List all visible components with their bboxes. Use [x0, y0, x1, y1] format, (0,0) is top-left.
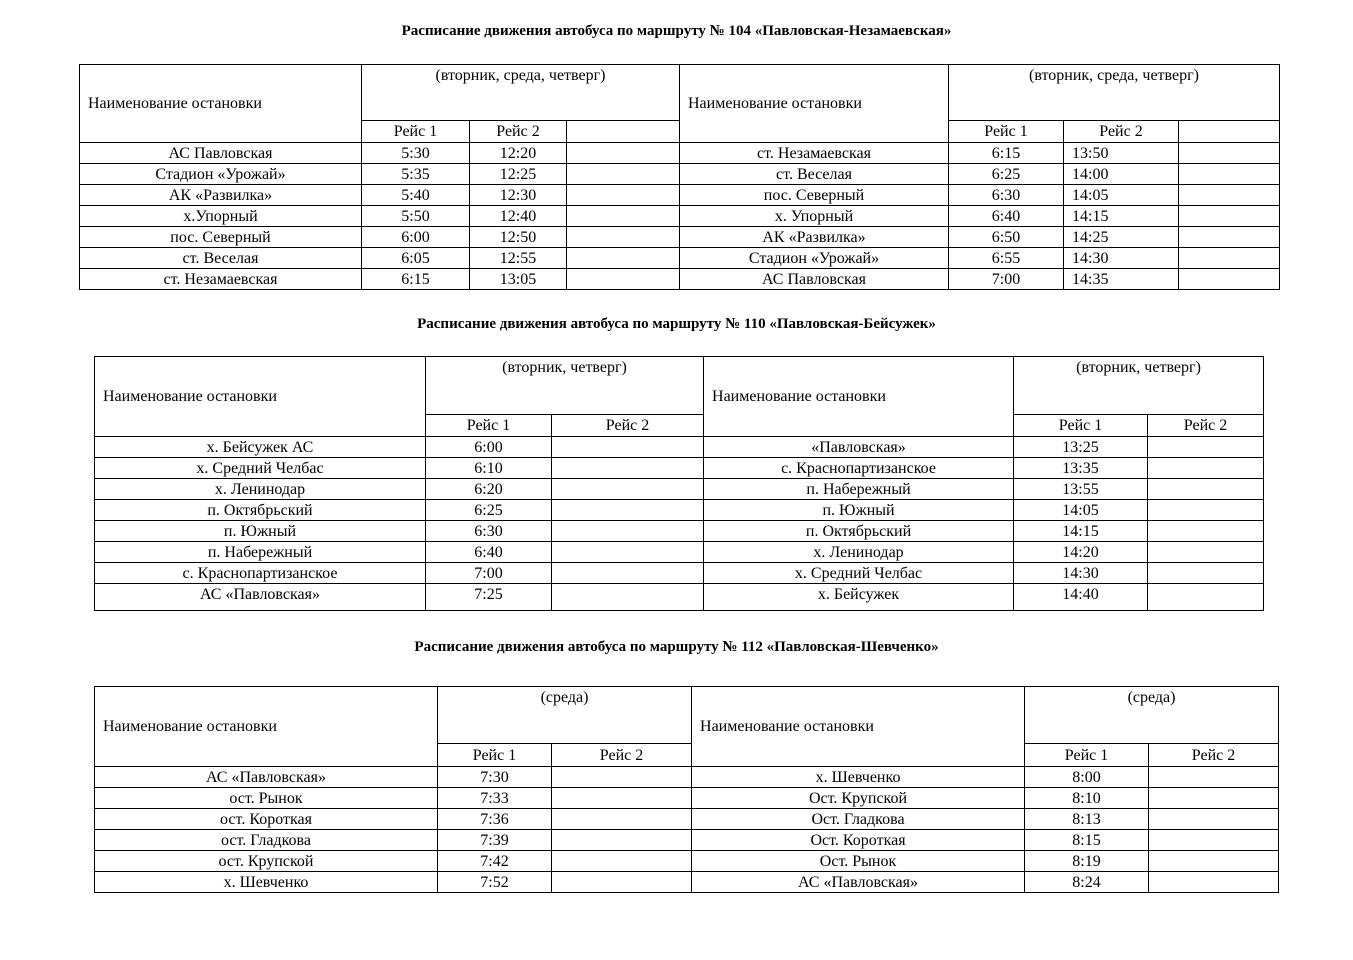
stop-name: х. Шевченко: [692, 767, 1025, 788]
trip-2-time: [1149, 851, 1279, 872]
stop-name: х. Упорный: [680, 206, 949, 227]
table-row: [95, 563, 1264, 584]
empty-cell: [1179, 164, 1280, 185]
trip-1-time: 6:15: [949, 143, 1064, 164]
stop-name: Ост. Короткая: [692, 830, 1025, 851]
trip-2-header: Рейс 2: [552, 744, 692, 767]
trip-1-time: 8:13: [1025, 809, 1149, 830]
trip-1-time: 14:15: [1014, 521, 1148, 542]
stop-name: х. Бейсужек АС: [95, 437, 426, 458]
table-row: [80, 227, 1280, 248]
trip-2-time: 12:20: [470, 143, 567, 164]
trip-1-time: 5:35: [362, 164, 470, 185]
trip-2-time: [552, 851, 692, 872]
days-header: (вторник, четверг): [426, 357, 704, 415]
empty-cell: [1179, 143, 1280, 164]
trip-2-header: Рейс 2: [470, 121, 567, 143]
trip-2-time: [552, 458, 704, 479]
trip-1-time: 6:30: [949, 185, 1064, 206]
trip-1-time: 7:25: [426, 584, 552, 611]
stop-name: х.Упорный: [80, 206, 362, 227]
stop-name: Стадион «Урожай»: [80, 164, 362, 185]
route-112-title: Расписание движения автобуса по маршруту № 112 «Павловская-Шевченко»: [414, 639, 939, 655]
trip-2-time: [552, 872, 692, 893]
trip-1-time: 7:30: [438, 767, 552, 788]
trip-1-time: 8:15: [1025, 830, 1149, 851]
trip-2-time: [1149, 767, 1279, 788]
table-row: [95, 521, 1264, 542]
table-row: [95, 872, 1279, 893]
stop-name: х. Средний Челбас: [95, 458, 426, 479]
stop-name: ст. Незамаевская: [80, 269, 362, 290]
trip-2-time: [1148, 437, 1264, 458]
stop-name: с. Краснопартизанское: [704, 458, 1014, 479]
stop-name-header: Наименование остановки: [692, 687, 1025, 767]
stop-name: пос. Северный: [80, 227, 362, 248]
trip-1-time: 7:00: [949, 269, 1064, 290]
trip-1-time: 6:00: [426, 437, 552, 458]
trip-2-time: 14:00: [1064, 164, 1179, 185]
trip-1-time: 5:30: [362, 143, 470, 164]
trip-1-time: 6:30: [426, 521, 552, 542]
trip-1-header: Рейс 1: [1014, 415, 1148, 437]
stop-name: ост. Короткая: [95, 809, 438, 830]
trip-2-time: 14:35: [1064, 269, 1179, 290]
empty-cell: [567, 227, 680, 248]
trip-1-time: 14:05: [1014, 500, 1148, 521]
trip-2-time: 12:30: [470, 185, 567, 206]
trip-2-time: 12:55: [470, 248, 567, 269]
empty-cell: [1179, 248, 1280, 269]
empty-cell: [1179, 185, 1280, 206]
trip-2-time: [1148, 479, 1264, 500]
stop-name: Ост. Рынок: [692, 851, 1025, 872]
stop-name: ст. Веселая: [680, 164, 949, 185]
stop-name: п. Октябрьский: [95, 500, 426, 521]
trip-1-time: 13:25: [1014, 437, 1148, 458]
trip-2-time: [1148, 521, 1264, 542]
trip-1-header: Рейс 1: [426, 415, 552, 437]
trip-1-time: 13:35: [1014, 458, 1148, 479]
trip-1-time: 6:40: [949, 206, 1064, 227]
days-header: (вторник, четверг): [1014, 357, 1264, 415]
table-row: [80, 164, 1280, 185]
trip-2-time: 12:40: [470, 206, 567, 227]
trip-2-time: [552, 830, 692, 851]
trip-2-time: [552, 563, 704, 584]
days-header: (вторник, среда, четверг): [362, 65, 680, 121]
trip-2-time: [552, 584, 704, 611]
trip-1-time: 8:24: [1025, 872, 1149, 893]
stop-name: х. Шевченко: [95, 872, 438, 893]
trip-2-time: 14:15: [1064, 206, 1179, 227]
trip-1-header: Рейс 1: [438, 744, 552, 767]
trip-1-time: 6:50: [949, 227, 1064, 248]
stop-name: х. Ленинодар: [95, 479, 426, 500]
empty-cell: [567, 164, 680, 185]
trip-2-time: 13:05: [470, 269, 567, 290]
trip-1-time: 6:05: [362, 248, 470, 269]
trip-2-header: Рейс 2: [1064, 121, 1179, 143]
trip-2-time: [552, 542, 704, 563]
stop-name: АК «Развилка»: [80, 185, 362, 206]
trip-1-time: 6:40: [426, 542, 552, 563]
table-row: [95, 458, 1264, 479]
stop-name-header: Наименование остановки: [95, 357, 426, 437]
trip-1-time: 6:15: [362, 269, 470, 290]
stop-name: ост. Крупской: [95, 851, 438, 872]
stop-name: п. Набережный: [704, 479, 1014, 500]
table-row: [95, 830, 1279, 851]
trip-2-time: [1149, 830, 1279, 851]
table-row: [80, 143, 1280, 164]
table-row: [95, 809, 1279, 830]
trip-2-time: 12:25: [470, 164, 567, 185]
empty-cell: [1179, 206, 1280, 227]
trip-2-time: [552, 479, 704, 500]
stop-name: п. Набережный: [95, 542, 426, 563]
stop-name: х. Ленинодар: [704, 542, 1014, 563]
stop-name: АС «Павловская»: [95, 584, 426, 611]
stop-name: Стадион «Урожай»: [680, 248, 949, 269]
empty-cell: [567, 206, 680, 227]
trip-2-time: 14:05: [1064, 185, 1179, 206]
table-row: [95, 437, 1264, 458]
table-row: [80, 248, 1280, 269]
stop-name: х. Средний Челбас: [704, 563, 1014, 584]
trip-1-time: 8:00: [1025, 767, 1149, 788]
trip-1-time: 7:42: [438, 851, 552, 872]
table-row: [95, 767, 1279, 788]
empty-cell: [567, 185, 680, 206]
stop-name: АС «Павловская»: [692, 872, 1025, 893]
days-header: (вторник, среда, четверг): [949, 65, 1280, 121]
table-row: [95, 500, 1264, 521]
empty-cell: [1179, 269, 1280, 290]
stop-name: п. Октябрьский: [704, 521, 1014, 542]
trip-2-header: Рейс 2: [1148, 415, 1264, 437]
trip-1-time: 7:39: [438, 830, 552, 851]
trip-1-time: 6:10: [426, 458, 552, 479]
days-header: (среда): [438, 687, 692, 744]
stop-name: с. Краснопартизанское: [95, 563, 426, 584]
stop-name: ост. Рынок: [95, 788, 438, 809]
table-row: [80, 206, 1280, 227]
empty-header: [1179, 121, 1280, 143]
stop-name: АС Павловская: [80, 143, 362, 164]
trip-2-time: [552, 500, 704, 521]
trip-1-time: 6:00: [362, 227, 470, 248]
empty-cell: [567, 269, 680, 290]
trip-1-time: 6:20: [426, 479, 552, 500]
trip-1-time: 5:40: [362, 185, 470, 206]
table-row: [95, 542, 1264, 563]
trip-2-time: [1149, 872, 1279, 893]
stop-name: АС «Павловская»: [95, 767, 438, 788]
stop-name-header: Наименование остановки: [95, 687, 438, 767]
stop-name: х. Бейсужек: [704, 584, 1014, 611]
trip-1-header: Рейс 1: [362, 121, 470, 143]
trip-1-time: 6:55: [949, 248, 1064, 269]
empty-header: [567, 121, 680, 143]
empty-cell: [567, 248, 680, 269]
empty-cell: [1179, 227, 1280, 248]
trip-2-time: [1148, 500, 1264, 521]
trip-1-time: 6:25: [949, 164, 1064, 185]
stop-name: п. Южный: [95, 521, 426, 542]
trip-1-time: 13:55: [1014, 479, 1148, 500]
trip-2-header: Рейс 2: [552, 415, 704, 437]
trip-2-time: [552, 767, 692, 788]
trip-2-time: 14:30: [1064, 248, 1179, 269]
stop-name: АК «Развилка»: [680, 227, 949, 248]
stop-name: Ост. Гладкова: [692, 809, 1025, 830]
trip-1-time: 14:20: [1014, 542, 1148, 563]
trip-2-time: [1149, 788, 1279, 809]
stop-name: ст. Незамаевская: [680, 143, 949, 164]
stop-name: пос. Северный: [680, 185, 949, 206]
stop-name: АС Павловская: [680, 269, 949, 290]
table-row: [95, 584, 1264, 611]
trip-2-time: [1149, 809, 1279, 830]
trip-1-time: 7:33: [438, 788, 552, 809]
trip-1-time: 7:36: [438, 809, 552, 830]
table-row: [95, 788, 1279, 809]
stop-name: Ост. Крупской: [692, 788, 1025, 809]
empty-cell: [567, 143, 680, 164]
trip-1-time: 7:00: [426, 563, 552, 584]
trip-2-time: [552, 437, 704, 458]
stop-name-header: Наименование остановки: [704, 357, 1014, 437]
trip-1-time: 14:30: [1014, 563, 1148, 584]
route-110-title: Расписание движения автобуса по маршруту № 110 «Павловская-Бейсужек»: [417, 316, 936, 332]
trip-2-time: [552, 809, 692, 830]
trip-1-time: 14:40: [1014, 584, 1148, 611]
trip-2-time: [1148, 563, 1264, 584]
table-row: [80, 269, 1280, 290]
stop-name-header: Наименование остановки: [80, 65, 362, 143]
trip-1-header: Рейс 1: [1025, 744, 1149, 767]
trip-2-time: [1148, 458, 1264, 479]
trip-1-time: 7:52: [438, 872, 552, 893]
trip-2-time: [552, 521, 704, 542]
route-110-table: [94, 356, 1264, 611]
trip-1-time: 8:10: [1025, 788, 1149, 809]
route-104-title: Расписание движения автобуса по маршруту № 104 «Павловская-Незамаевская»: [401, 23, 952, 39]
trip-2-time: 14:25: [1064, 227, 1179, 248]
route-104-table: [79, 64, 1280, 290]
trip-1-header: Рейс 1: [949, 121, 1064, 143]
stop-name: ост. Гладкова: [95, 830, 438, 851]
trip-2-time: [1148, 584, 1264, 611]
trip-2-time: [1148, 542, 1264, 563]
trip-2-time: 12:50: [470, 227, 567, 248]
trip-1-time: 8:19: [1025, 851, 1149, 872]
stop-name: ст. Веселая: [80, 248, 362, 269]
trip-2-time: [552, 788, 692, 809]
days-header: (среда): [1025, 687, 1279, 744]
trip-2-time: 13:50: [1064, 143, 1179, 164]
stop-name-header: Наименование остановки: [680, 65, 949, 143]
trip-1-time: 6:25: [426, 500, 552, 521]
table-row: [95, 851, 1279, 872]
trip-2-header: Рейс 2: [1149, 744, 1279, 767]
table-row: [80, 185, 1280, 206]
stop-name: «Павловская»: [704, 437, 1014, 458]
route-112-table: [94, 686, 1279, 893]
table-row: [95, 479, 1264, 500]
stop-name: п. Южный: [704, 500, 1014, 521]
trip-1-time: 5:50: [362, 206, 470, 227]
